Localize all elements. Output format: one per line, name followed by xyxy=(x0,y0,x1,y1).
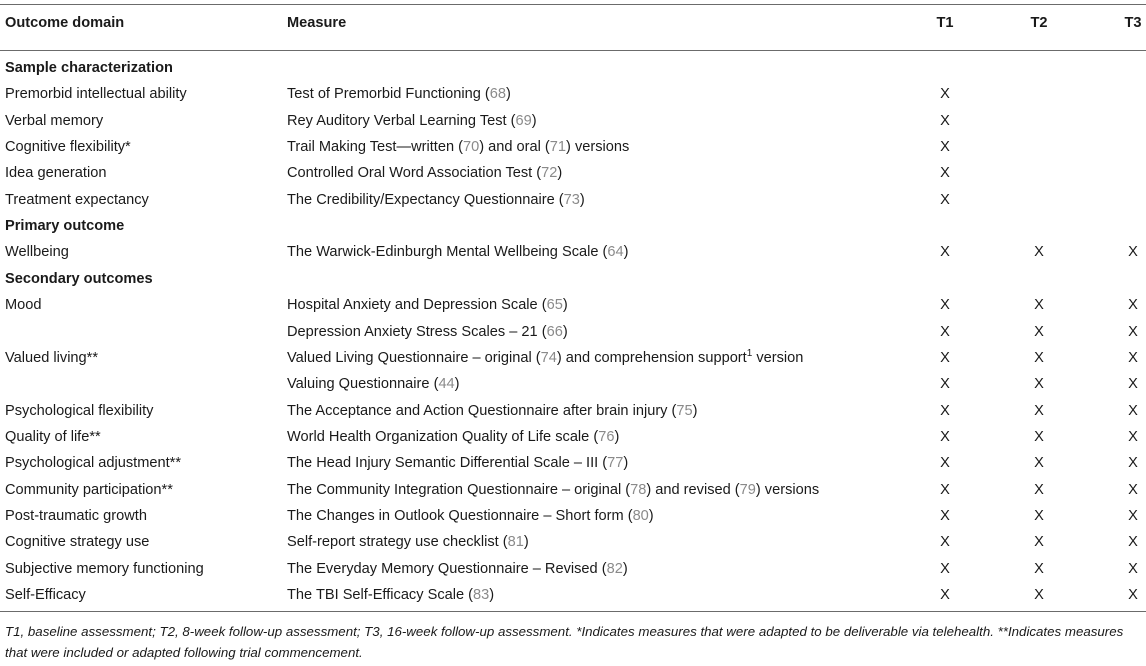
header-outcome-domain: Outcome domain xyxy=(5,15,125,31)
table-row xyxy=(0,424,1146,450)
table-header-row xyxy=(0,10,1146,36)
header-t2: T2 xyxy=(1030,15,1048,31)
measure-text: Hospital Anxiety and Depression Scale ( xyxy=(287,297,547,314)
t1-mark: X xyxy=(940,481,950,498)
measure-text: ) and oral ( xyxy=(479,139,550,156)
measure-text: ) xyxy=(531,112,537,129)
section-heading: Secondary outcomes xyxy=(5,270,153,287)
outcome-domain-cell: Subjective memory functioning xyxy=(5,560,204,577)
measure-text: ) versions xyxy=(566,139,630,156)
t2-mark: X xyxy=(1034,534,1044,551)
measure-cell xyxy=(287,477,819,503)
measure-text: The Acceptance and Action Questionnaire after brain injury ( xyxy=(287,402,677,419)
t3-mark: X xyxy=(1128,455,1138,472)
outcome-domain-cell: Treatment expectancy xyxy=(5,191,149,208)
measure-text: The Credibility/Expectancy Questionnaire ( xyxy=(287,191,564,208)
table-row xyxy=(0,81,1146,107)
reference-number: 72 xyxy=(541,165,558,182)
measure-cell xyxy=(287,450,628,476)
reference-number: 74 xyxy=(540,349,557,366)
t3-mark: X xyxy=(1128,244,1138,261)
reference-number: 82 xyxy=(606,560,623,577)
t2-mark: X xyxy=(1034,428,1044,445)
measure-text: ) xyxy=(506,86,511,103)
t1-mark: X xyxy=(940,86,950,103)
reference-number: 64 xyxy=(607,244,624,261)
reference-number: 78 xyxy=(630,481,647,498)
outcome-domain-cell: Wellbeing xyxy=(5,244,69,261)
measure-text: World Health Organization Quality of Life scale ( xyxy=(287,428,599,445)
measure-text: ) xyxy=(562,323,568,340)
measure-text: Depression Anxiety Stress Scales – 21 ( xyxy=(287,323,547,340)
table-row xyxy=(0,503,1146,529)
t1-mark: X xyxy=(940,165,950,182)
t2-mark: X xyxy=(1034,481,1044,498)
table-row xyxy=(0,160,1146,186)
measure-text: Trail Making Test—written ( xyxy=(287,139,463,156)
table-row xyxy=(0,450,1146,476)
header-t3: T3 xyxy=(1124,15,1142,31)
outcome-domain-cell: Verbal memory xyxy=(5,112,104,129)
table-row xyxy=(0,319,1146,345)
measure-cell xyxy=(287,398,698,424)
measure-cell xyxy=(287,292,568,318)
measure-cell xyxy=(287,108,537,134)
measure-text: Rey Auditory Verbal Learning Test ( xyxy=(287,112,516,129)
t1-mark: X xyxy=(940,244,950,261)
measure-text: ) xyxy=(489,587,495,603)
measure-cell xyxy=(287,239,629,265)
t3-mark: X xyxy=(1128,297,1138,314)
t3-mark: X xyxy=(1128,402,1138,419)
table-footnote: T1, baseline assessment; T2, 8-week follow-up assessment; T3, 16-week follow-up assessment. *Indicates measures that were adapted to be deliverable via telehealth. **Indicates measures that were included or adapted following trial commencement. xyxy=(5,624,1124,660)
table-bottom-rule xyxy=(0,611,1146,612)
t1-mark: X xyxy=(940,455,950,472)
reference-number: 75 xyxy=(676,402,693,419)
measure-cell xyxy=(287,424,619,450)
measure-cell xyxy=(287,187,585,213)
outcome-domain-cell: Idea generation xyxy=(5,165,107,182)
outcome-domain-cell: Post-traumatic growth xyxy=(5,507,147,524)
t1-mark: X xyxy=(940,376,950,393)
t1-mark: X xyxy=(940,507,950,524)
t2-mark: X xyxy=(1034,402,1044,419)
measure-text: version xyxy=(752,349,804,366)
t2-mark: X xyxy=(1034,376,1044,393)
measure-text: ) xyxy=(623,244,629,261)
header-measure: Measure xyxy=(287,15,347,31)
t1-mark: X xyxy=(940,191,950,208)
section-row xyxy=(0,213,1146,239)
outcome-domain-cell: Quality of life** xyxy=(5,428,101,445)
measure-text: The Head Injury Semantic Differential Scale – III ( xyxy=(287,455,608,472)
outcome-domain-cell: Cognitive flexibility* xyxy=(5,139,131,156)
table-row xyxy=(0,345,1146,371)
outcome-domain-cell: Psychological adjustment** xyxy=(5,455,182,472)
t1-mark: X xyxy=(940,297,950,314)
measure-text: ) versions xyxy=(755,481,820,498)
t2-mark: X xyxy=(1034,587,1044,603)
t1-mark: X xyxy=(940,560,950,577)
table-row xyxy=(0,108,1146,134)
table-row xyxy=(0,187,1146,213)
table-row xyxy=(0,582,1146,608)
measure-cell xyxy=(287,503,654,529)
reference-number: 66 xyxy=(546,323,563,340)
table-row xyxy=(0,239,1146,265)
measure-cell xyxy=(287,556,628,582)
measure-text: Valued Living Questionnaire – original ( xyxy=(287,349,541,366)
table-top-rule xyxy=(0,4,1146,5)
t2-mark: X xyxy=(1034,244,1044,261)
measure-text: Controlled Oral Word Association Test ( xyxy=(287,165,542,182)
measure-text: The Community Integration Questionnaire – original ( xyxy=(287,481,631,498)
t3-mark: X xyxy=(1128,534,1138,551)
t3-mark: X xyxy=(1128,428,1138,445)
t1-mark: X xyxy=(940,112,950,129)
measure-text: ) and comprehension support xyxy=(556,349,747,366)
t2-mark: X xyxy=(1034,455,1044,472)
table-row xyxy=(0,134,1146,160)
measure-text: ) xyxy=(622,560,628,577)
t2-mark: X xyxy=(1034,323,1044,340)
reference-number: 68 xyxy=(489,86,507,103)
table-row xyxy=(0,556,1146,582)
t1-mark: X xyxy=(940,139,950,156)
reference-number: 83 xyxy=(473,587,490,603)
measure-text: The TBI Self-Efficacy Scale ( xyxy=(287,587,474,603)
measure-text: The Everyday Memory Questionnaire – Revised ( xyxy=(287,560,607,577)
measure-cell xyxy=(287,582,494,608)
table-row xyxy=(0,529,1146,555)
t2-mark: X xyxy=(1034,507,1044,524)
table-row xyxy=(0,477,1146,503)
measure-text: ) xyxy=(454,376,460,393)
measure-text: ) xyxy=(579,191,585,208)
measure-text: Test of Premorbid Functioning ( xyxy=(287,86,490,103)
t2-mark: X xyxy=(1034,349,1044,366)
reference-number: 76 xyxy=(598,428,615,445)
section-heading: Primary outcome xyxy=(5,218,125,235)
reference-number: 44 xyxy=(438,376,455,393)
t3-mark: X xyxy=(1128,560,1138,577)
measure-text: ) xyxy=(562,297,568,314)
measure-text: ) xyxy=(692,402,698,419)
t1-mark: X xyxy=(940,402,950,419)
section-row xyxy=(0,55,1146,81)
measure-text: ) xyxy=(623,455,629,472)
footnote-marker: 1 xyxy=(746,347,753,359)
measure-cell xyxy=(287,81,511,107)
outcome-domain-cell: Premorbid intellectual ability xyxy=(5,86,187,103)
t1-mark: X xyxy=(940,323,950,340)
reference-number: 73 xyxy=(563,191,580,208)
reference-number: 77 xyxy=(607,455,624,472)
reference-number: 65 xyxy=(546,297,563,314)
t3-mark: X xyxy=(1128,349,1138,366)
outcome-domain-cell: Mood xyxy=(5,297,42,314)
t2-mark: X xyxy=(1034,560,1044,577)
reference-number: 70 xyxy=(462,139,480,156)
measure-cell xyxy=(287,529,529,555)
t3-mark: X xyxy=(1128,587,1138,603)
reference-number: 81 xyxy=(507,534,524,551)
table-row xyxy=(0,371,1146,397)
table-row xyxy=(0,398,1146,424)
t3-mark: X xyxy=(1128,376,1138,393)
t1-mark: X xyxy=(940,587,950,603)
outcome-domain-cell: Community participation** xyxy=(5,481,173,498)
t1-mark: X xyxy=(940,534,950,551)
table-row xyxy=(0,292,1146,318)
outcome-domain-cell: Cognitive strategy use xyxy=(5,534,150,551)
measure-cell xyxy=(287,371,460,397)
measure-text: ) xyxy=(557,165,563,182)
measure-text: ) xyxy=(523,534,529,551)
t3-mark: X xyxy=(1128,323,1138,340)
t3-mark: X xyxy=(1128,507,1138,524)
t1-mark: X xyxy=(940,349,950,366)
header-t1: T1 xyxy=(936,15,954,31)
measure-cell xyxy=(287,345,803,371)
outcome-domain-cell: Self-Efficacy xyxy=(5,587,86,603)
reference-number: 71 xyxy=(549,139,567,156)
outcome-domain-cell: Valued living** xyxy=(5,349,99,366)
measure-text: The Changes in Outlook Questionnaire – Short form ( xyxy=(287,507,633,524)
measure-cell xyxy=(287,160,562,186)
measure-text: ) and revised ( xyxy=(646,481,740,498)
t2-mark: X xyxy=(1034,297,1044,314)
measure-text: Valuing Questionnaire ( xyxy=(287,376,439,393)
measure-text: ) xyxy=(614,428,620,445)
t1-mark: X xyxy=(940,428,950,445)
header-bottom-rule xyxy=(0,50,1146,51)
measure-cell xyxy=(287,134,629,160)
t3-mark: X xyxy=(1128,481,1138,498)
outcome-domain-cell: Psychological flexibility xyxy=(5,402,154,419)
measure-cell xyxy=(287,319,568,345)
measure-text: ) xyxy=(648,507,654,524)
reference-number: 79 xyxy=(739,481,756,498)
measure-text: Self-report strategy use checklist ( xyxy=(287,534,508,551)
measure-text: The Warwick-Edinburgh Mental Wellbeing Scale ( xyxy=(287,244,608,261)
section-row xyxy=(0,266,1146,292)
reference-number: 80 xyxy=(632,507,649,524)
reference-number: 69 xyxy=(515,112,532,129)
section-heading: Sample characterization xyxy=(5,60,173,76)
